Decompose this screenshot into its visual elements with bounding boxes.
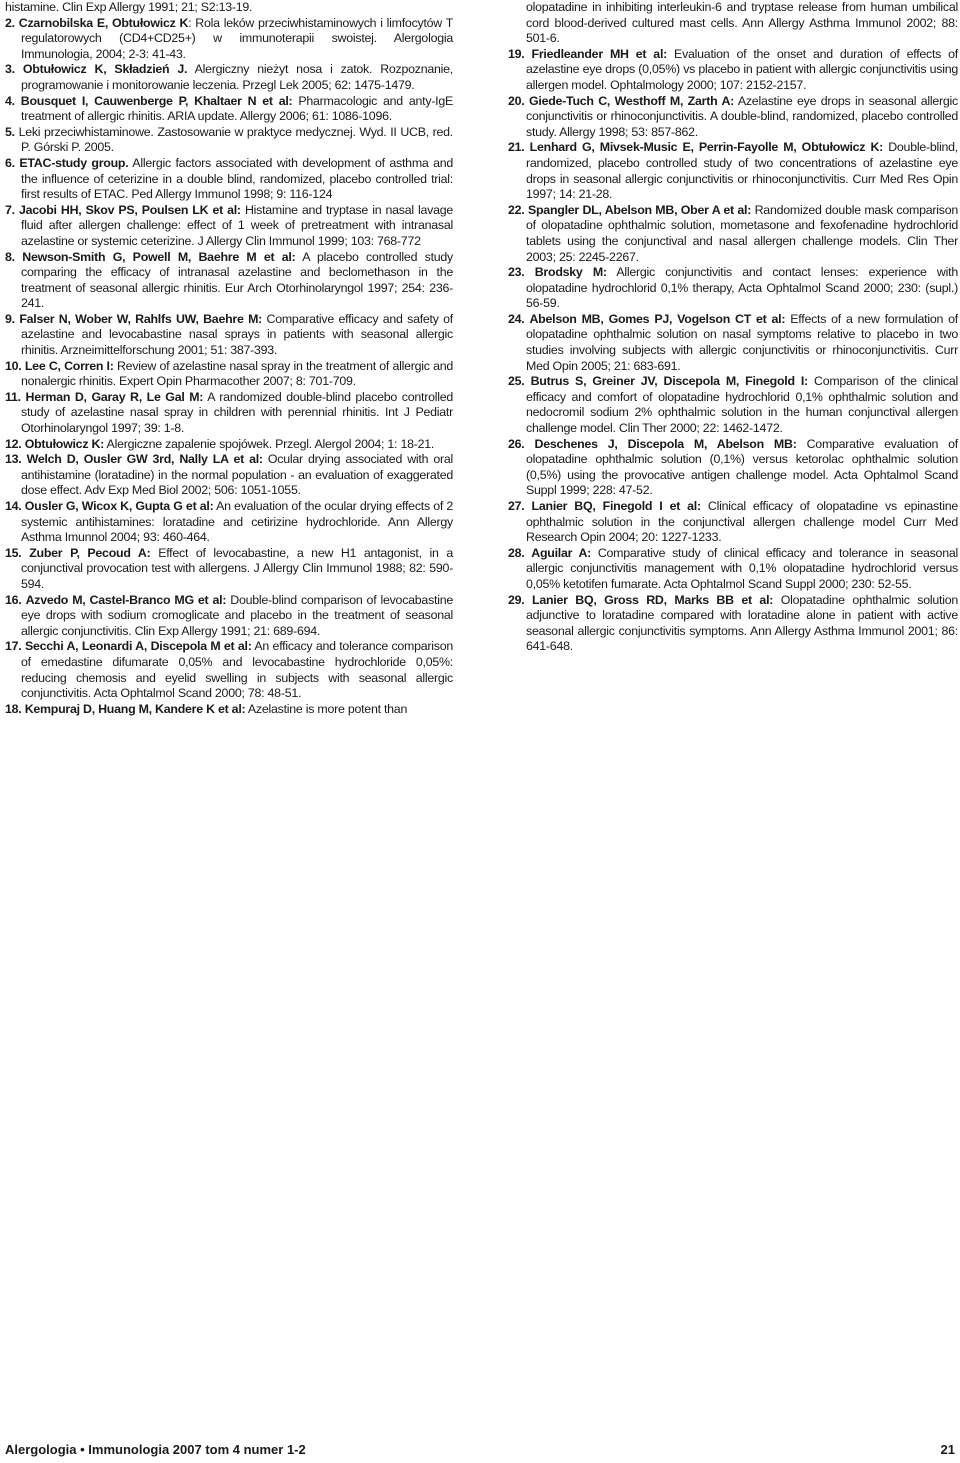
reference-number: 10.: [5, 358, 22, 373]
reference-number: 21.: [508, 140, 525, 155]
reference-item: [5, 702, 453, 718]
reference-list: [508, 47, 958, 655]
reference-text: Double-blind, randomized, placebo controlled study of two concentrations of azelastine eye drops in seasonal allergic conjunctivitis or rhinoconjunctivitis. Curr Med Res Opin 1997; 14: 21-28.: [526, 140, 958, 202]
reference-number: 17.: [5, 639, 22, 654]
reference-number: 4.: [5, 93, 15, 108]
reference-item: [5, 452, 453, 499]
reference-text: A placebo controlled study comparing the efficacy of intranasal azelastine and beclomethason in the treatment of seasonal allergic rhinitis. Eur Arch Otorhinolaryngol 1997; 254: 236-241.: [21, 249, 453, 311]
reference-number: 2.: [5, 15, 15, 30]
reference-item: [5, 250, 453, 312]
reference-number: 22.: [508, 202, 525, 217]
reference-number: 16.: [5, 592, 22, 607]
reference-item: [5, 94, 453, 125]
page-footer: [5, 1440, 955, 1458]
reference-text: Allergic factors associated with development of asthma and the influence of ceterizine in a double blind, randomized, placebo controlled trial: first results of ETAC. Ped Allergy Immunol 1998; 9: 116-124: [21, 155, 453, 202]
reference-number: 23.: [508, 265, 525, 280]
reference-authors: Spangler DL, Abelson MB, Ober A et al:: [527, 202, 752, 217]
reference-authors: ETAC-study group.: [19, 155, 129, 170]
reference-number: 9.: [5, 311, 15, 326]
reference-text: Alergiczny nieżyt nosa i zatok. Rozpoznanie, programowanie i monitorowanie leczenia. Przegl Lek 2005; 62: 1475-1479.: [21, 62, 453, 92]
reference-number: 29.: [508, 592, 525, 607]
reference-list: [5, 16, 453, 718]
reference-number: 25.: [508, 374, 525, 389]
reference-authors: Abelson MB, Gomes PJ, Vogelson CT et al:: [529, 311, 786, 326]
reference-item: [5, 639, 453, 701]
reference-item: [5, 593, 453, 640]
reference-item: [508, 312, 958, 374]
reference-text: Allergic conjunctivitis and contact lenses: experience with olopatadine hydrochlorid 0,1% therapy, Acta Ophtalmol Scand 2000; 230: (supl.) 56-59.: [526, 265, 958, 311]
reference-text: Effects of a new formulation of olopatadine ophthalmic solution on nasal symptoms relative to placebo in two studies involving subjects with allergic conjunctivitis or rhinoconjunctivitis. Curr Med Opin 2005; 21: 683-691.: [526, 311, 958, 373]
reference-item: [5, 359, 453, 390]
right-column: [508, 0, 958, 655]
reference-text: An efficacy and tolerance comparison of emedastine difumarate 0,05% and levocabastine hydrochloride 0,05%: reducing chemosis and eyelid swelling in subjects with seasonal allergic conjunctivitis. Acta Ophtalmol Scand 2000; 78: 48-51.: [21, 639, 453, 701]
reference-continuation: olopatadine in inhibiting interleukin-6 and tryptase release from human umbilical cord blood-derived cultured mast cells. Ann Allergy Asthma Immunol 2002; 88: 501-6.: [526, 0, 958, 46]
reference-item: [5, 16, 453, 63]
journal-title: Alergologia • Immunologia 2007 tom 4 numer 1-2: [5, 1441, 306, 1457]
reference-number: 13.: [5, 452, 22, 467]
reference-number: 12.: [5, 436, 22, 451]
reference-text: : Rola leków przeciwhistaminowych i limfocytów T regulatorowych (CD4+CD25+) w immunoterapii swoistej. Alergologia Immunologia, 2004; 2-3: 41-43.: [21, 15, 454, 61]
reference-number: 28.: [508, 545, 525, 560]
reference-authors: Brodsky M:: [534, 265, 607, 280]
reference-text: Azelastine eye drops in seasonal allergic conjunctivitis or rhinoconjunctivitis. A double-blind, randomized, placebo controlled study. Allergy 1998; 53: 857-862.: [526, 93, 959, 139]
reference-text: Comparative evaluation of olopatadine ophthalmic solution (0,1%) versus ketorolac ophthalmic solution (0,5%) using the provocative antigen challenge model. Acta Ophtalmol Scand Suppl 1999; 228: 47-52.: [526, 436, 958, 498]
reference-item: [5, 312, 453, 359]
reference-number: 3.: [5, 62, 15, 77]
reference-authors: Secchi A, Leonardi A, Discepola M et al:: [24, 639, 252, 654]
reference-authors: Kempuraj D, Huang M, Kandere K et al:: [24, 701, 246, 716]
reference-item: [508, 47, 958, 94]
reference-item: [508, 499, 958, 546]
page-number: 21: [940, 1441, 955, 1457]
reference-item: [508, 94, 958, 141]
reference-number: 19.: [508, 46, 525, 61]
reference-item: [5, 499, 453, 546]
reference-authors: Giede-Tuch C, Westhoff M, Zarth A:: [529, 93, 735, 108]
reference-number: 11.: [5, 389, 21, 404]
reference-number: 8.: [5, 249, 15, 264]
reference-number: 24.: [508, 311, 525, 326]
reference-number: 7.: [5, 202, 15, 217]
reference-number: 26.: [508, 436, 525, 451]
reference-number: 20.: [508, 93, 525, 108]
reference-item: [5, 437, 453, 453]
reference-item: [5, 156, 453, 203]
reference-authors: Friedleander MH et al:: [531, 46, 668, 61]
reference-text: Effect of levocabastine, a new H1 antagonist, in a conjunctival provocation test with allergens. J Allergy Clin Immunol 1988; 82: 590-594.: [21, 545, 453, 591]
reference-text: Azelastine is more potent than: [245, 701, 408, 716]
reference-number: 5.: [5, 124, 15, 139]
reference-item: [508, 203, 958, 265]
reference-number: 27.: [508, 499, 525, 513]
reference-text: Clinical efficacy of olopatadine vs epinastine ophthalmic solution in the conjunctival allergen challenge model Curr Med Research Opin 2004; 20: 1227-1233.: [526, 499, 958, 545]
reference-authors: Butrus S, Greiner JV, Discepola M, Finegold I:: [530, 374, 808, 389]
reference-text: Comparative efficacy and safety of azelastine and levocabastine nasal sprays in patients with seasonal allergic rhinitis. Arzneimittelforschung 2001; 51: 387-393.: [21, 311, 453, 358]
reference-item: [5, 390, 453, 437]
reference-item: [508, 374, 958, 436]
reference-item: [508, 140, 958, 202]
reference-authors: Newson-Smith G, Powell M, Baehre M et al:: [22, 249, 296, 264]
reference-authors: Lee C, Corren I:: [24, 358, 114, 373]
reference-number: 18.: [5, 701, 22, 716]
reference-text: Comparison of the clinical efficacy and comfort of olopatadine hydrochlorid 0,1% ophthalmic solution and nedocromil sodium 2% ophthalmic solution in the human conjunctival allergen challenge model. Clin Ther 2000; 22: 1462-1472.: [526, 374, 958, 436]
reference-text: Leki przeciwhistaminowe. Zastosowanie w praktyce medycznej. Wyd. II UCB, red. P. Górski P. 2005.: [18, 124, 453, 155]
reference-item: [508, 265, 958, 312]
reference-authors: Azvedo M, Castel-Branco MG et al:: [25, 592, 227, 607]
reference-item: [5, 203, 453, 250]
reference-item: [508, 593, 958, 655]
reference-text: Double-blind comparison of levocabastine eye drops with sodium cromoglicate and placebo in the treatment of seasonal allergic conjunctivitis. Clin Exp Allergy 1991; 21: 689-694.: [21, 592, 453, 638]
reference-authors: Lanier BQ, Gross RD, Marks BB et al:: [532, 592, 774, 607]
reference-continuation: histamine. Clin Exp Allergy 1991; 21; S2:13-19.: [5, 0, 253, 14]
reference-authors: Zuber P, Pecoud A:: [29, 545, 151, 560]
reference-item: [5, 546, 453, 593]
reference-authors: Obtułowicz K, Składzień J.: [22, 62, 188, 77]
reference-text: Comparative study of clinical efficacy and tolerance in seasonal allergic conjunctivitis management with 0,1% olopatadine hydrochlorid versus 0,05% ketotifen fumarate. Acta Ophtalmol Scand Suppl 2000; 230: 52-55.: [526, 545, 958, 591]
reference-authors: Lenhard G, Mivsek-Music E, Perrin-Fayolle M, Obtułowicz K:: [529, 140, 884, 155]
reference-item: [5, 125, 453, 156]
reference-authors: Obtułowicz K:: [24, 436, 105, 451]
reference-authors: Lanier BQ, Finegold I et al:: [531, 499, 701, 513]
reference-text: Ocular drying associated with oral antihistamine (loratadine) in the normal population - an evaluation of exaggerated dose effect. Adv Exp Med Biol 2002; 506: 1051-1055.: [21, 452, 453, 498]
reference-authors: Jacobi HH, Skov PS, Poulsen LK et al:: [18, 202, 241, 217]
reference-authors: Bousquet I, Cauwenberge P, Khaltaer N et al:: [20, 93, 293, 108]
reference-authors: Welch D, Ousler GW 3rd, Nally LA et al:: [26, 452, 263, 467]
reference-text: Histamine and tryptase in nasal lavage fluid after allergen challenge: effect of 1 week of pretreatment with intranasal azelastine or systemic ceterizine. J Allergy Clin Immunol 1999; 103: 768-772: [21, 202, 453, 248]
reference-text: Evaluation of the onset and duration of effects of azelastine eye drops (0,05%) vs placebo in patient with allergic conjunctivitis using allergen model. Ophtalmology 2000; 107: 2152-2157.: [526, 46, 958, 92]
reference-authors: Czarnobilska E, Obtułowicz K: [18, 15, 189, 30]
reference-text: A randomized double-blind placebo controlled study of azelastine nasal spray in children with perennial rhinitis. Int J Pediatr Otorhinolaryngol 1997; 39: 1-8.: [21, 389, 453, 436]
reference-item: [5, 62, 453, 93]
reference-authors: Ousler G, Wicox K, Gupta G et al:: [24, 499, 214, 513]
reference-number: 15.: [5, 545, 22, 560]
reference-authors: Deschenes J, Discepola M, Abelson MB:: [534, 436, 797, 451]
reference-text: An evaluation of the ocular drying effects of 2 systemic antihistamines: loratadine and cetirizine hydrochloride. Ann Allergy Asthma Imunnol 2004; 93: 460-464.: [21, 499, 454, 545]
reference-number: 14.: [5, 499, 22, 513]
reference-text: Pharmacologic and anty-IgE treatment of allergic rhinitis. ARIA update. Allergy 2006; 61: 1086-1096.: [21, 93, 453, 124]
reference-item: [508, 546, 958, 593]
reference-text: Olopatadine ophthalmic solution adjunctive to loratadine compared with loratadine alone in patient with active seasonal allergic conjunctivitis symptoms. Ann Allergy Asthma Immunol 2001; 86: 641-648.: [526, 592, 958, 654]
reference-number: 6.: [5, 155, 15, 170]
reference-authors: Herman D, Garay R, Le Gal M:: [25, 389, 204, 404]
reference-item: [508, 437, 958, 499]
reference-authors: Falser N, Wober W, Rahlfs UW, Baehre M:: [19, 311, 263, 326]
reference-text: Review of azelastine nasal spray in the treatment of allergic and nonalergic rhinitis. Expert Opin Pharmacother 2007; 8: 701-709.: [21, 358, 453, 389]
left-column: [5, 0, 453, 717]
reference-text: Randomized double mask comparison of olopatadine ophthalmic solution, mometasone and fexofenadine hydrochlorid tablets using the conjunctival and nasal allergen challenge models. Clin Ther 2003; 25: 2245-2267.: [526, 202, 958, 264]
reference-authors: Aguilar A:: [531, 545, 592, 560]
reference-text: Alergiczne zapalenie spojówek. Przegl. Alergol 2004; 1: 18-21.: [104, 436, 435, 451]
